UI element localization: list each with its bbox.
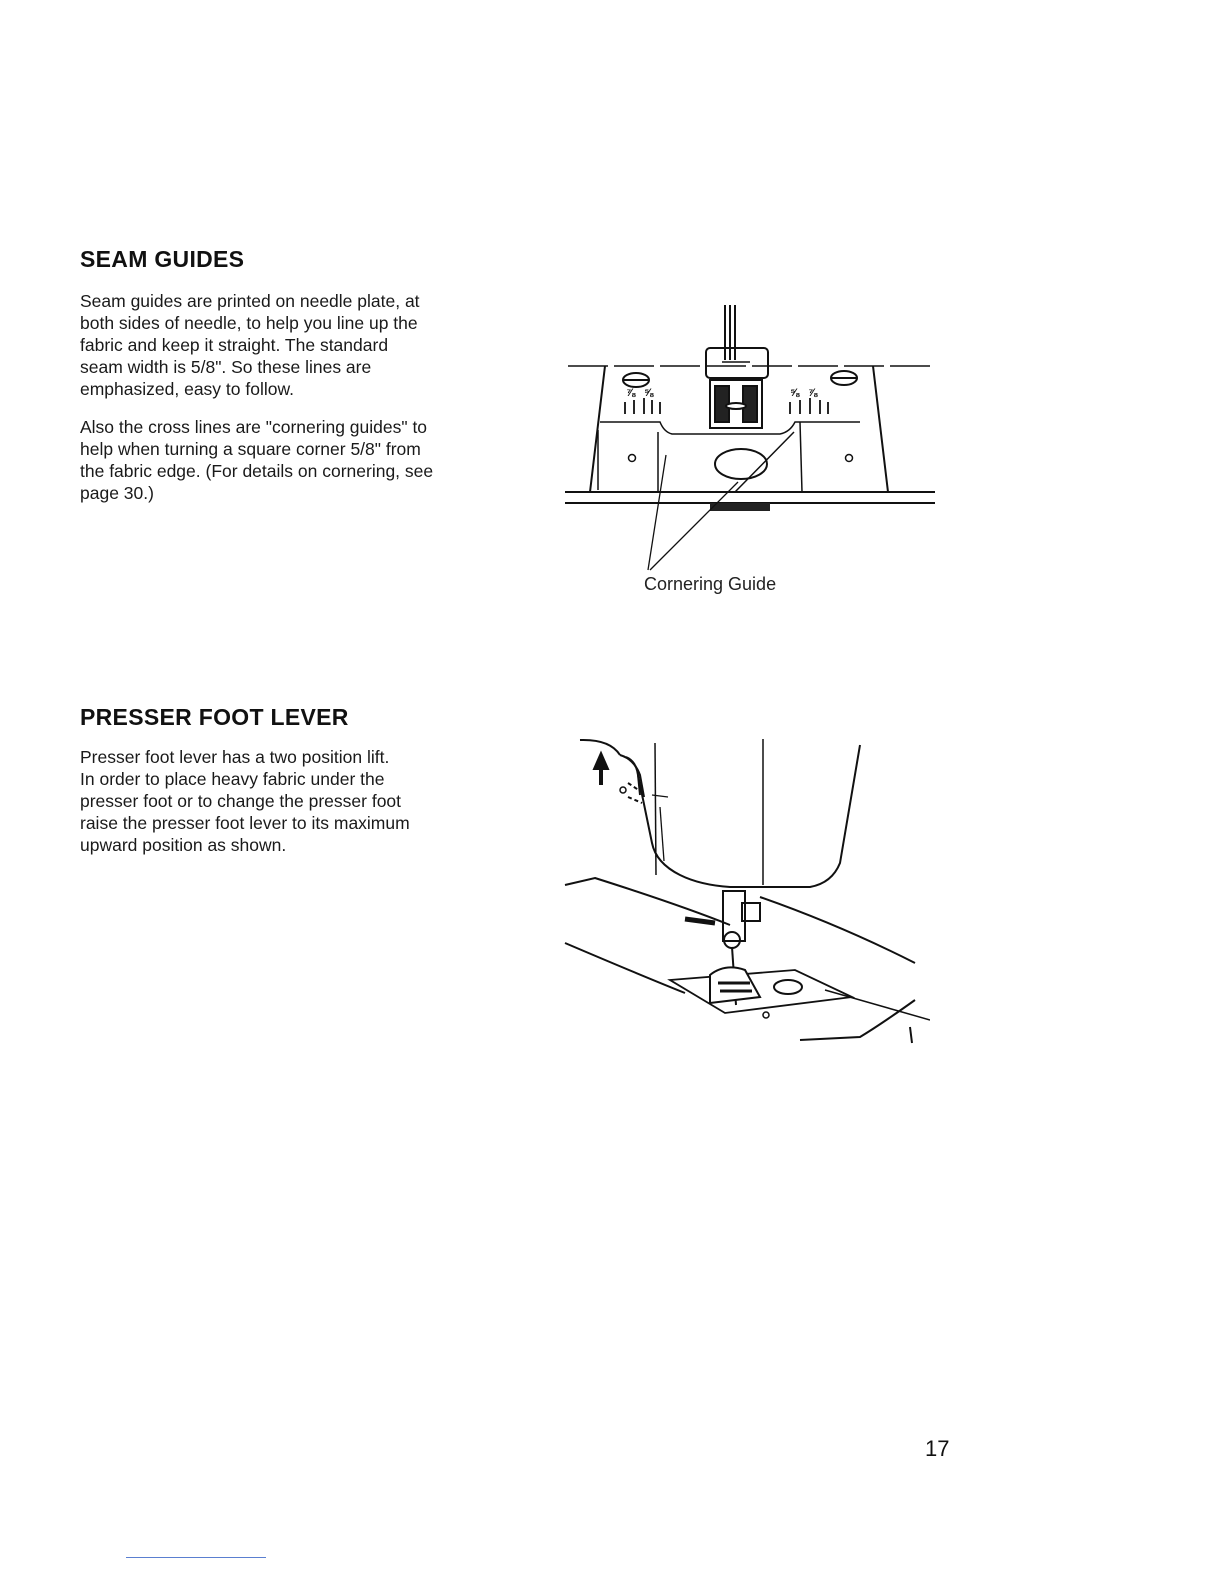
seam-guides-paragraph-1 <box>80 290 492 400</box>
seam-mark-label: ⅝ <box>790 387 800 399</box>
seam-guides-paragraph-2 <box>80 416 492 504</box>
figure-caption-cornering-guide: Cornering Guide <box>644 574 777 594</box>
screw-left-icon <box>623 373 649 387</box>
text-line: fabric and keep it straight. The standard <box>80 335 389 355</box>
needle-plate-illustration <box>560 300 940 580</box>
text-line: In order to place heavy fabric under the <box>80 769 385 789</box>
text-line: presser foot or to change the presser foot <box>80 791 402 811</box>
text-line: help when turning a square corner 5/8" from <box>80 439 421 459</box>
text-line: Also the cross lines are "cornering guides" to <box>80 417 428 437</box>
text-line: the fabric edge. (For details on cornering, see <box>80 461 434 481</box>
text-line: page 30.) <box>80 483 154 503</box>
text-line: emphasized, easy to follow. <box>80 379 295 399</box>
text-line: upward position as shown. <box>80 835 287 855</box>
section-title-seam-guides: SEAM GUIDES <box>80 246 245 272</box>
screw-right-icon <box>831 371 857 385</box>
text-line: Seam guides are printed on needle plate, at <box>80 291 420 311</box>
footer-rule <box>126 1557 266 1558</box>
text-line: raise the presser foot lever to its maximum <box>80 813 410 833</box>
text-line: seam width is 5/8". So these lines are <box>80 357 372 377</box>
page-number: 17 <box>925 1436 950 1461</box>
presser-foot-icon <box>706 348 768 428</box>
seam-mark-label: ⅞ <box>626 387 636 399</box>
presser-foot-lever-paragraph <box>80 746 492 856</box>
text-line: Presser foot lever has a two position lift. <box>80 747 390 767</box>
section-title-presser-foot-lever: PRESSER FOOT LEVER <box>80 704 349 730</box>
arrow-up-icon <box>594 753 608 785</box>
text-line: both sides of needle, to help you line up the <box>80 313 418 333</box>
seam-mark-label: ⅞ <box>808 387 818 399</box>
presser-foot-lever-illustration <box>560 735 930 1050</box>
seam-mark-label: ⅝ <box>644 387 654 399</box>
